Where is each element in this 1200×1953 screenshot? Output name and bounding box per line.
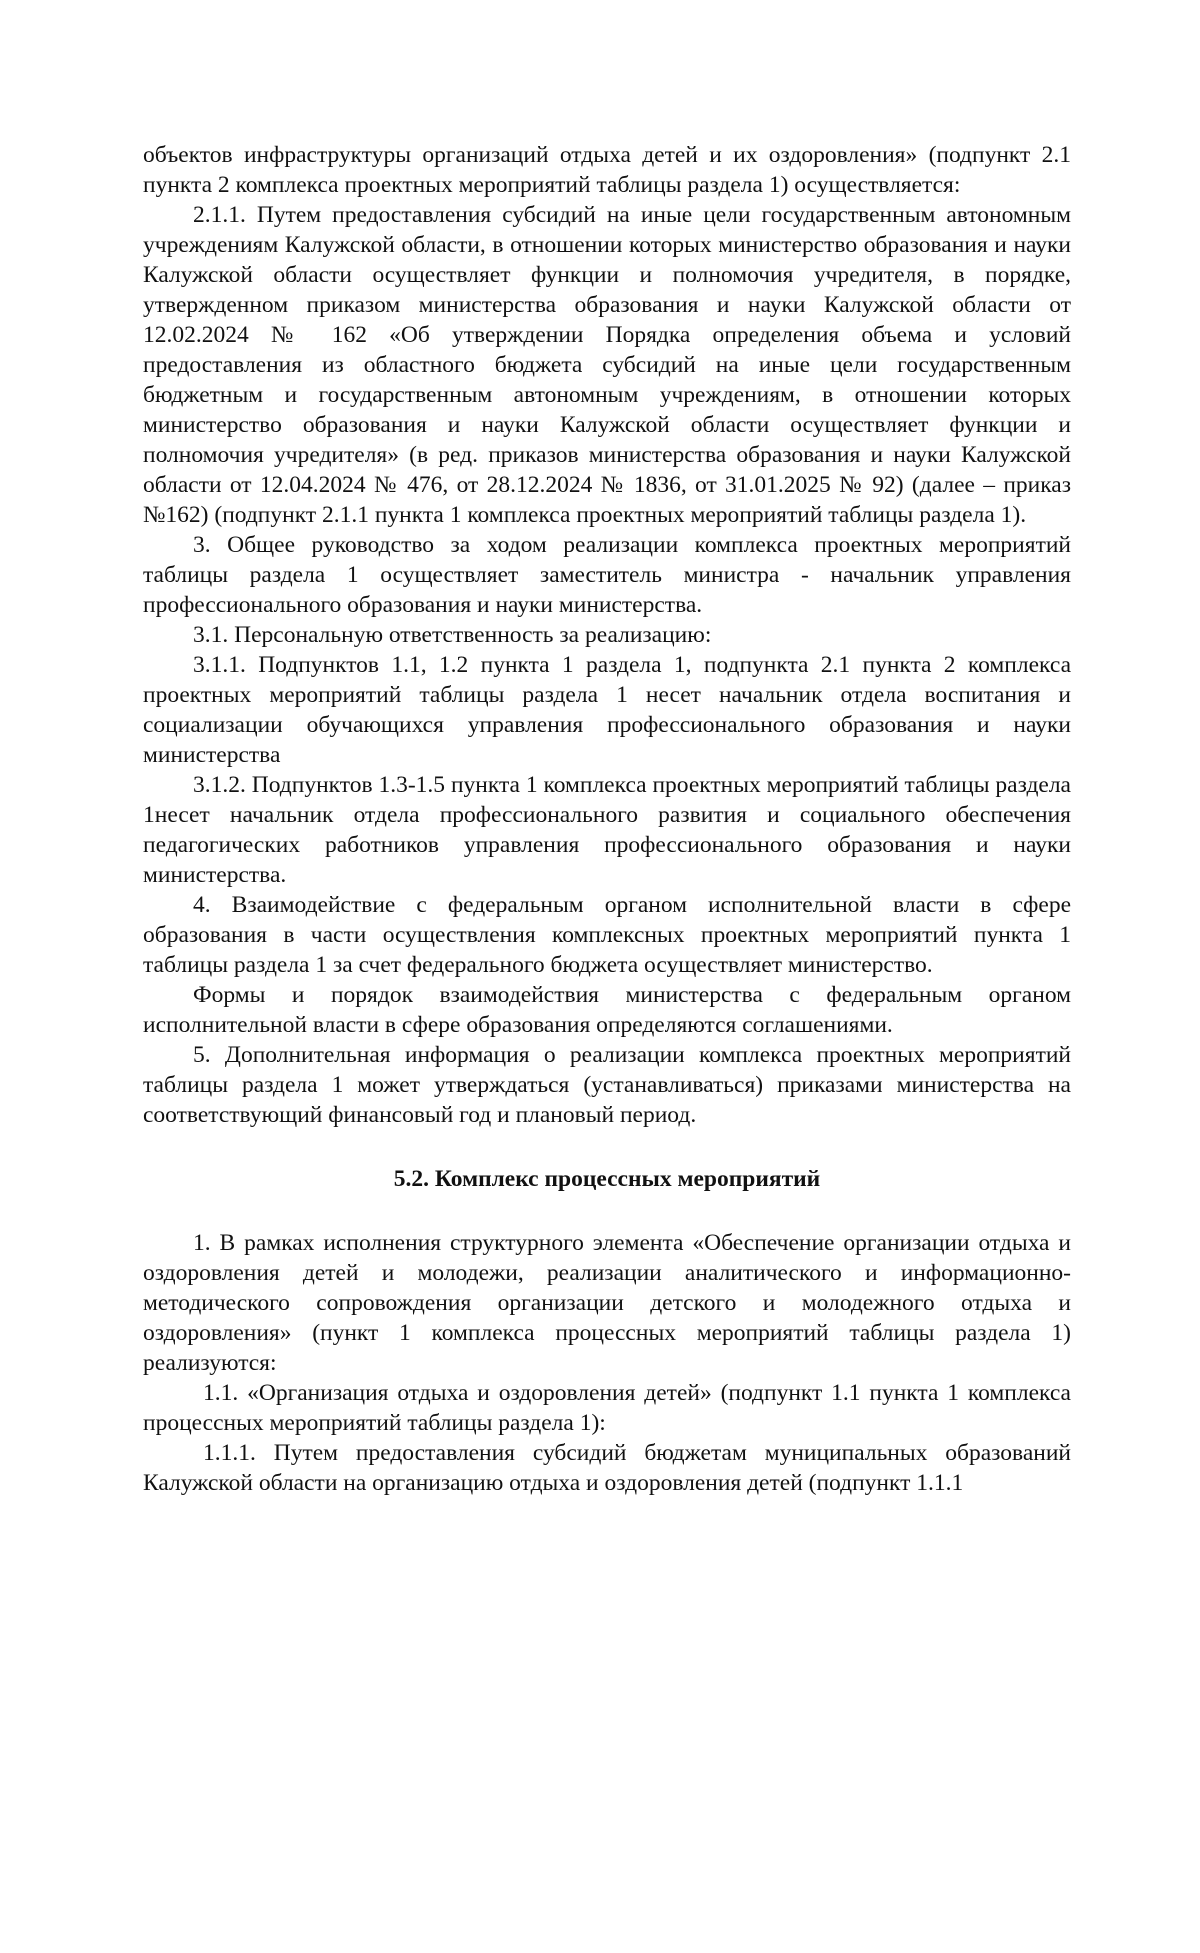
paragraph-b-1-1-1: 1.1.1. Путем предоставления субсидий бюджетам муниципальных образований Калужской области на организацию отдыха и оздоровления детей (подпункт 1.1.1 <box>143 1440 1071 1496</box>
document-body <box>143 140 1071 1498</box>
paragraph-4-forms: Формы и порядок взаимодействия министерства с федеральным органом исполнительной власти в сфере образования определяются соглашениями. <box>143 982 1071 1038</box>
paragraph-2-1-1: 2.1.1. Путем предоставления субсидий на иные цели государственным автономным учреждениям Калужской области, в отношении которых министерство образования и науки Калужской области осуществляет функции и полномочия учредителя, в порядке, утвержденном приказом министерства образования и науки Калужской области от 12.02.2024 № 162 «Об утверждении Порядка определения объема и условий предоставления из областного бюджета субсидий на иные цели государственным бюджетным и государственным автономным учреждениям, в отношении которых министерство образования и науки Калужской области осуществляет функции и полномочия учредителя» (в ред. приказов министерства образования и науки Калужской области от 12.04.2024 № 476, от 28.12.2024 № 1836, от 31.01.2025 № 92) (далее – приказ №162) (подпункт 2.1.1 пункта 1 комплекса проектных мероприятий таблицы раздела 1). <box>143 202 1071 528</box>
paragraph-3-1-2: 3.1.2. Подпунктов 1.3-1.5 пункта 1 комплекса проектных мероприятий таблицы раздела 1несет начальник отдела профессионального развития и социального обеспечения педагогических работников управления профессионального образования и науки министерства. <box>143 772 1071 888</box>
paragraph-4: 4. Взаимодействие с федеральным органом исполнительной власти в сфере образования в части осуществления комплексных проектных мероприятий пункта 1 таблицы раздела 1 за счет федерального бюджета осуществляет министерство. <box>143 892 1071 978</box>
paragraph-continuation: объектов инфраструктуры организаций отдыха детей и их оздоровления» (подпункт 2.1 пункта 2 комплекса проектных мероприятий таблицы раздела 1) осуществляется: <box>143 142 1071 198</box>
section-heading: 5.2. Комплекс процессных мероприятий <box>393 1166 821 1192</box>
paragraph-b-1-1: 1.1. «Организация отдыха и оздоровления детей» (подпункт 1.1 пункта 1 комплекса процессных мероприятий таблицы раздела 1): <box>143 1380 1071 1436</box>
paragraph-3-1: 3.1. Персональную ответственность за реализацию: <box>193 622 712 648</box>
paragraph-3-1-1: 3.1.1. Подпунктов 1.1, 1.2 пункта 1 раздела 1, подпункта 2.1 пункта 2 комплекса проектных мероприятий таблицы раздела 1 несет начальник отдела воспитания и социализации обучающихся управления профессионального образования и науки министерства <box>143 652 1071 768</box>
paragraph-5: 5. Дополнительная информация о реализации комплекса проектных мероприятий таблицы раздела 1 может утверждаться (устанавливаться) приказами министерства на соответствующий финансовый год и плановый период. <box>143 1042 1071 1128</box>
paragraph-b-1: 1. В рамках исполнения структурного элемента «Обеспечение организации отдыха и оздоровления детей и молодежи, реализации аналитического и информационно-методического сопровождения организации детского и молодежного отдыха и оздоровления» (пункт 1 комплекса процессных мероприятий таблицы раздела 1) реализуются: <box>143 1230 1071 1376</box>
paragraph-3: 3. Общее руководство за ходом реализации комплекса проектных мероприятий таблицы раздела 1 осуществляет заместитель министра - начальник управления профессионального образования и науки министерства. <box>143 532 1071 618</box>
